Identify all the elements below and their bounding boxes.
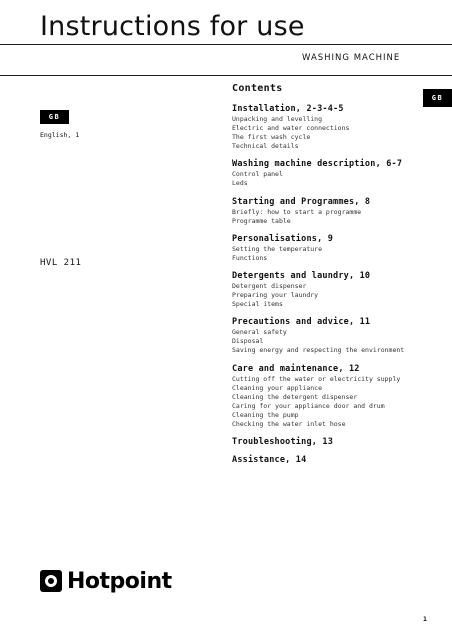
toc-section-personalisations [232, 234, 447, 263]
hotpoint-mark-icon [40, 570, 62, 592]
toc-item: Cleaning your appliance [232, 383, 323, 392]
toc-section-installation [232, 104, 447, 151]
header-rule-bottom [0, 75, 452, 76]
toc-item: Leds [232, 179, 248, 188]
side-language-tab: GB [423, 89, 452, 107]
toc-item: Saving energy and respecting the environment [232, 346, 405, 355]
language-badge: GB [40, 110, 69, 124]
toc-item: Cutting off the water or electricity supply [232, 374, 401, 383]
contents-title: Contents [232, 83, 283, 94]
toc-heading: Starting and Programmes, 8 [232, 196, 371, 207]
toc-item: Functions [232, 253, 268, 262]
header-rule-top [0, 44, 452, 45]
toc-section-precautions [232, 317, 447, 355]
toc-item: Cleaning the pump [232, 410, 299, 419]
page-number: 1 [423, 615, 427, 623]
toc-item: Programme table [232, 216, 291, 225]
toc-item: Caring for your appliance door and drum [232, 401, 385, 410]
toc-section-care [232, 364, 447, 430]
toc-item: Unpacking and levelling [232, 115, 323, 123]
brand-name: Hotpoint [67, 568, 172, 594]
toc-item: Preparing your laundry [232, 291, 319, 300]
toc-item: Electric and water connections [232, 124, 350, 133]
toc-item: The first wash cycle [232, 133, 311, 142]
toc-section-troubleshooting [232, 437, 447, 447]
toc-item: General safety [232, 328, 287, 337]
toc-item: Special items [232, 300, 283, 309]
toc-item: Technical details [232, 142, 299, 151]
page-title: Instructions for use [40, 11, 305, 42]
toc-heading: Installation, 2-3-4-5 [232, 104, 344, 114]
product-type: WASHING MACHINE [302, 53, 401, 63]
brand-logo [40, 569, 172, 593]
toc-heading: Personalisations, 9 [232, 233, 334, 244]
table-of-contents [232, 83, 447, 473]
toc-item: Cleaning the detergent dispenser [232, 392, 358, 401]
toc-section-starting [232, 197, 447, 226]
toc-heading: Assistance, 14 [232, 455, 307, 466]
toc-heading: Washing machine description, 6-7 [232, 159, 403, 170]
toc-item: Detergent dispenser [232, 281, 307, 290]
toc-heading: Precautions and advice, 11 [232, 317, 371, 328]
toc-heading: Care and maintenance, 12 [232, 363, 360, 374]
toc-heading: Troubleshooting, 13 [232, 437, 334, 448]
toc-item: Disposal [232, 337, 264, 346]
model-number: HVL 211 [40, 258, 82, 268]
toc-item: Control panel [232, 170, 283, 179]
toc-item: Checking the water inlet hose [232, 419, 346, 428]
language-label: English, 1 [40, 131, 80, 139]
toc-section-description [232, 159, 447, 188]
toc-heading: Detergents and laundry, 10 [232, 270, 371, 281]
toc-item: Setting the temperature [232, 244, 323, 253]
toc-item: Briefly: how to start a programme [232, 207, 362, 216]
toc-section-detergents [232, 271, 447, 309]
toc-section-assistance [232, 455, 447, 465]
